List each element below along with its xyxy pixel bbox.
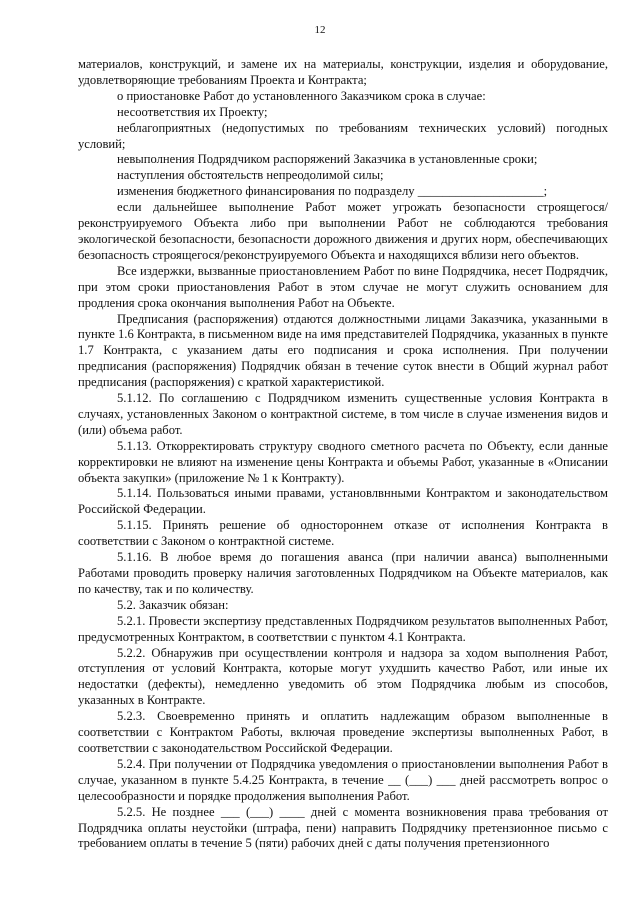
paragraph: о приостановке Работ до установленного Заказчиком срока в случае: [117, 88, 486, 103]
page-number: 12 [314, 24, 326, 36]
paragraph: наступления обстоятельств непреодолимой силы; [117, 168, 384, 183]
paragraph: невыполнения Подрядчиком распоряжений Заказчика в установленные сроки; [117, 152, 538, 167]
paragraph: несоответствия их Проекту; [117, 104, 268, 119]
paragraph: неблагоприятных (недопустимых по требованиям технических условий) погодных условий; [78, 120, 608, 151]
paragraph: 5.1.12. По соглашению с Подрядчиком изменить существенные условия Контракта в случаях, установленных Законом о контрактной системе, в том числе в случае изменения видов и (или) объема работ. [78, 391, 608, 437]
paragraph: 5.2. Заказчик обязан: [117, 597, 229, 612]
paragraph: Все издержки, вызванные приостановлением Работ по вине Подрядчика, несет Подрядчик, при этом сроки приостановления Работ в этом случае не могут служить основанием для продления срока окончания выполнения Работ на Объекте. [78, 263, 608, 310]
paragraph: 5.2.1. Провести экспертизу представленных Подрядчиком результатов выполненных Работ, предусмотренных Контрактом, в соответствии с пунктом 4.1 Контракта. [78, 613, 608, 644]
paragraph: 5.2.3. Своевременно принять и оплатить надлежащим образом выполненные в соответствии с Контрактом Работы, включая проведение экспертизы выполненных Работ, в соответствии с законодательством Российской Федерации. [78, 709, 608, 755]
paragraph: 5.1.13. Откорректировать структуру сводного сметного расчета по Объекту, если данные корректировки не влияют на изменение цены Контракта и объемы Работ, указанные в «Описании объекта закупки» (приложение № 1 к Контракту). [78, 438, 608, 485]
paragraph: 5.1.16. В любое время до погашения аванса (при наличии аванса) выполненными Работами проводить проверку наличия заготовленных Подрядчиком на Объекте материалов, как по качеству, так и по количеству. [78, 550, 608, 596]
paragraph: если дальнейшее выполнение Работ может угрожать безопасности строящегося/реконструируемого Объекта либо при выполнении Работ не соблюдаются требования экологической безопасности, безопасности дорожного движения и других норм, обеспечивающих безопасность строящегося/реконструируемого Объекта и находящихся вблизи него объектов. [78, 200, 608, 262]
paragraph: 5.2.4. При получении от Подрядчика уведомления о приостановлении выполнения Работ в случае, указанном в пункте 5.4.25 Контракта, в течение __ (___) ___ дней рассмотреть вопрос о целесообразности и порядке продолжения выполнения Работ. [78, 756, 608, 803]
paragraph: 5.2.2. Обнаружив при осуществлении контроля и надзора за ходом выполнения Работ, отступления от условий Контракта, которые могут ухудшить качество Работ, или иные их недостатки (дефекты), немедленно уведомить об этом Подрядчика любым из способов, указанных в Контракте. [78, 645, 608, 708]
paragraph: 5.1.14. Пользоваться иными правами, установлвнными Контрактом и законодательством Российской Федерации. [78, 486, 608, 517]
paragraph: Предписания (распоряжения) отдаются должностными лицами Заказчика, указанными в пункте 1.6 Контракта, в письменном виде на имя представителей Подрядчика, указанных в пункте 1.7 Контракта, с указанием даты его подписания и срока исполнения. При получении предписания (распоряжения) Подрядчик обязан в течение суток внести в Общий журнал работ предписания (распоряжения) с краткой характеристикой. [78, 311, 608, 390]
paragraph: 5.2.5. Не позднее ___ (___) ____ дней с момента возникновения права требования от Подрядчика оплаты неустойки (штрафа, пени) направить Подрядчику претензионное письмо с требованием оплаты в течение 5 (пяти) рабочих дней с даты получения претензионного [78, 804, 608, 851]
paragraph: изменения бюджетного финансирования по подразделу ____________________; [117, 184, 548, 199]
document-body [78, 57, 608, 852]
paragraph: 5.1.15. Принять решение об одностороннем отказе от исполнения Контракта в соответствии с Законом о контрактной системе. [78, 518, 608, 549]
paragraph: материалов, конструкций, и замене их на материалы, конструкции, изделия и оборудование, удовлетворяющие требованиям Проекта и Контракта; [78, 57, 608, 87]
